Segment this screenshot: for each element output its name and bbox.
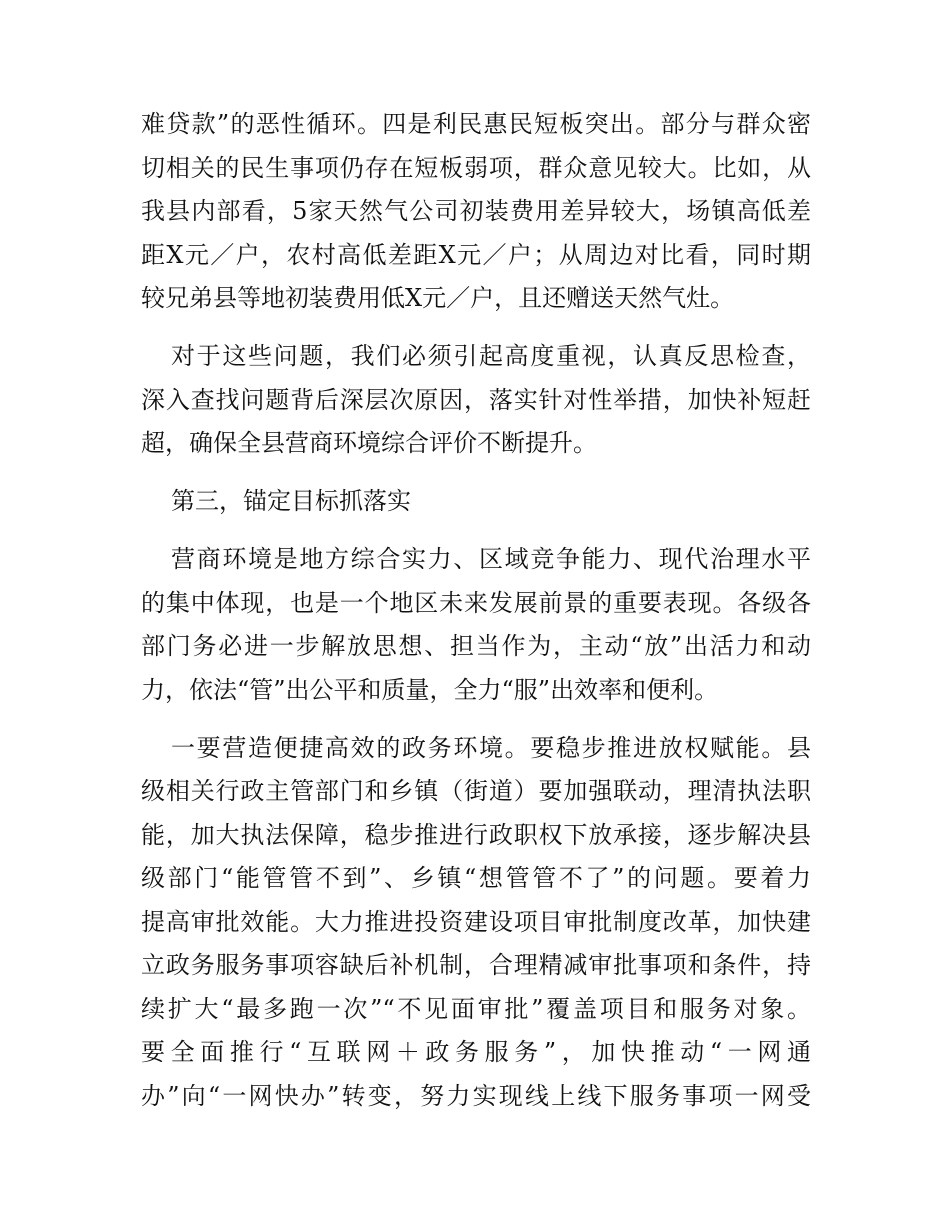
paragraph (141, 335, 811, 466)
text-line: 要全面推行“互联网＋政务服务”，加快推动“一网通 (141, 1038, 811, 1066)
text-line: 我县内部看，5家天然气公司初装费用差异较大，场镇高低差 (141, 197, 811, 225)
paragraph-gap (141, 712, 811, 727)
text-line: 营商环境是地方综合实力、区域竞争能力、现代治理水平 (171, 545, 811, 573)
text-line: 难贷款”的恶性循环。四是利民惠民短板突出。部分与群众密 (141, 110, 811, 138)
text-line: 对于这些问题，我们必须引起高度重视，认真反思检查， (171, 342, 811, 370)
text-line: 距X元／户，农村高低差距X元／户；从周边对比看，同时期 (141, 240, 811, 269)
text-line: 办”向“一网快办”转变，努力实现线上线下服务事项一网受 (141, 1081, 811, 1110)
paragraph (141, 103, 811, 321)
text-line: 第三，锚定目标抓落实 (171, 487, 411, 515)
text-line: 级部门“能管管不到”、乡镇“想管管不了”的问题。要着力 (141, 864, 811, 892)
text-line: 部门务必进一步解放思想、担当作为，主动“放”出活力和动 (141, 632, 811, 660)
paragraph-gap (141, 524, 811, 539)
text-line: 提高审批效能。大力推进投资建设项目审批制度改革，加快建 (141, 907, 811, 936)
text-line: 一要营造便捷高效的政务环境。要稳步推进放权赋能。县 (171, 733, 811, 762)
text-line: 切相关的民生事项仍存在短板弱项，群众意见较大。比如，从 (141, 153, 811, 182)
paragraph (141, 727, 811, 1119)
paragraph-gap (141, 466, 811, 481)
text-line: 的集中体现，也是一个地区未来发展前景的重要表现。各级各 (141, 588, 811, 617)
text-line: 超，确保全县营商环境综合评价不断提升。 (141, 429, 597, 457)
text-line: 深入查找问题背后深层次原因，落实针对性举措，加快补短赶 (141, 385, 811, 414)
text-line: 续扩大“最多跑一次”“不见面审批”覆盖项目和服务对象。 (141, 994, 811, 1023)
body-text (141, 103, 811, 1118)
text-line: 较兄弟县等地初装费用低X元／户，且还赠送天然气灶。 (141, 284, 735, 312)
paragraph (141, 538, 811, 712)
text-line: 级相关行政主管部门和乡镇（街道）要加强联动，理清执法职 (141, 777, 811, 805)
text-line: 能，加大执法保障，稳步推进行政职权下放承接，逐步解决县 (141, 820, 811, 849)
text-line: 立政务服务事项容缺后补机制，合理精减审批事项和条件，持 (141, 951, 811, 979)
text-line: 力，依法“管”出公平和质量，全力“服”出效率和便利。 (141, 675, 719, 704)
paragraph (141, 480, 811, 524)
paragraph-gap (141, 321, 811, 336)
